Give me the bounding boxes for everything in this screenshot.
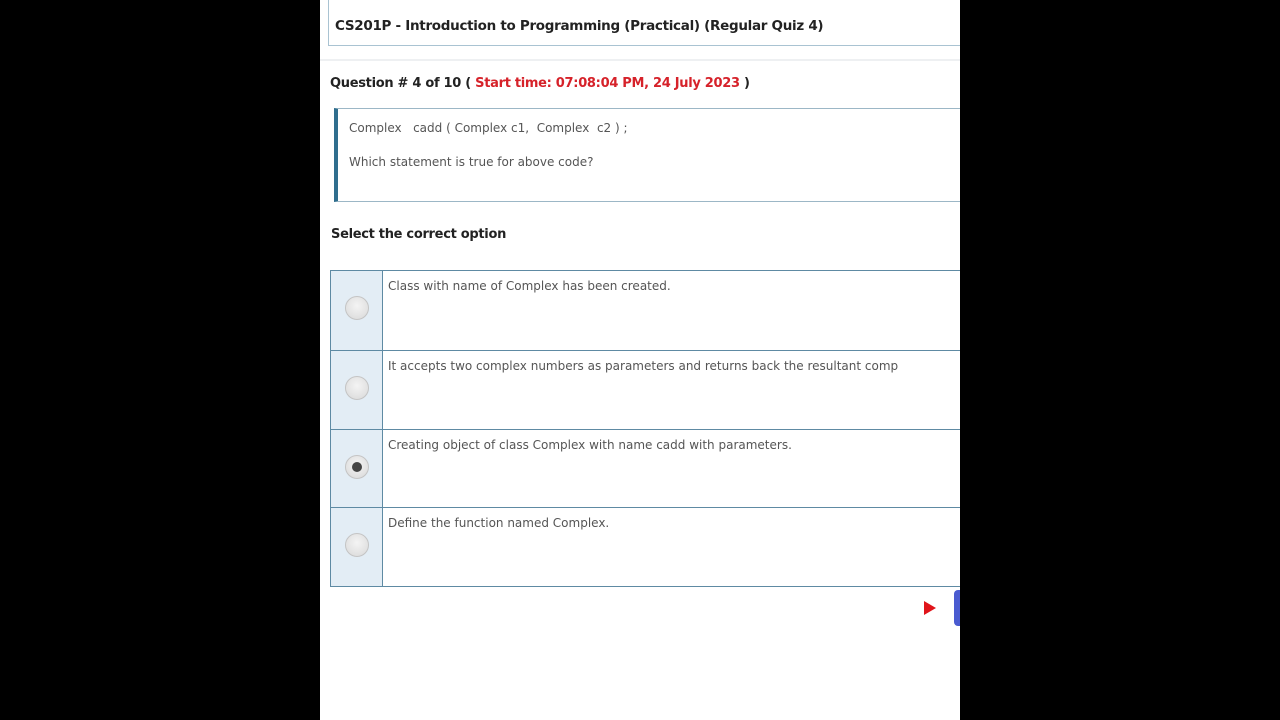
radio-button-selected[interactable] [345, 455, 369, 479]
question-number: Question # 4 of 10 ( [330, 76, 471, 91]
quiz-page [320, 0, 960, 720]
question-prompt: Which statement is true for above code? [349, 155, 594, 169]
option-text[interactable]: It accepts two complex numbers as parameters and returns back the resultant comp [388, 358, 899, 373]
radio-button[interactable] [345, 296, 369, 320]
option-text[interactable]: Creating object of class Complex with name cadd with parameters. [388, 437, 792, 452]
close-paren: ) [744, 76, 750, 91]
option-text[interactable]: Class with name of Complex has been created. [388, 279, 671, 293]
option-text[interactable]: Define the function named Complex. [388, 516, 610, 531]
option-row[interactable] [331, 350, 960, 429]
course-header [328, 0, 960, 46]
question-box [334, 108, 960, 202]
select-label: Select the correct option [331, 227, 507, 242]
radio-button[interactable] [345, 533, 369, 557]
next-button[interactable] [954, 590, 960, 626]
option-row[interactable] [331, 507, 960, 586]
option-row[interactable] [331, 271, 960, 350]
options-table [330, 270, 960, 587]
option-row[interactable] [331, 429, 960, 508]
question-code: Complex cadd ( Complex c1, Complex c2 ) ; [349, 121, 628, 135]
course-title: CS201P - Introduction to Programming (Practical) (Regular Quiz 4) [335, 18, 824, 34]
radio-button[interactable] [345, 376, 369, 400]
divider [320, 59, 960, 61]
question-heading [330, 76, 750, 91]
play-icon[interactable] [924, 601, 936, 615]
start-time: Start time: 07:08:04 PM, 24 July 2023 [475, 76, 740, 91]
